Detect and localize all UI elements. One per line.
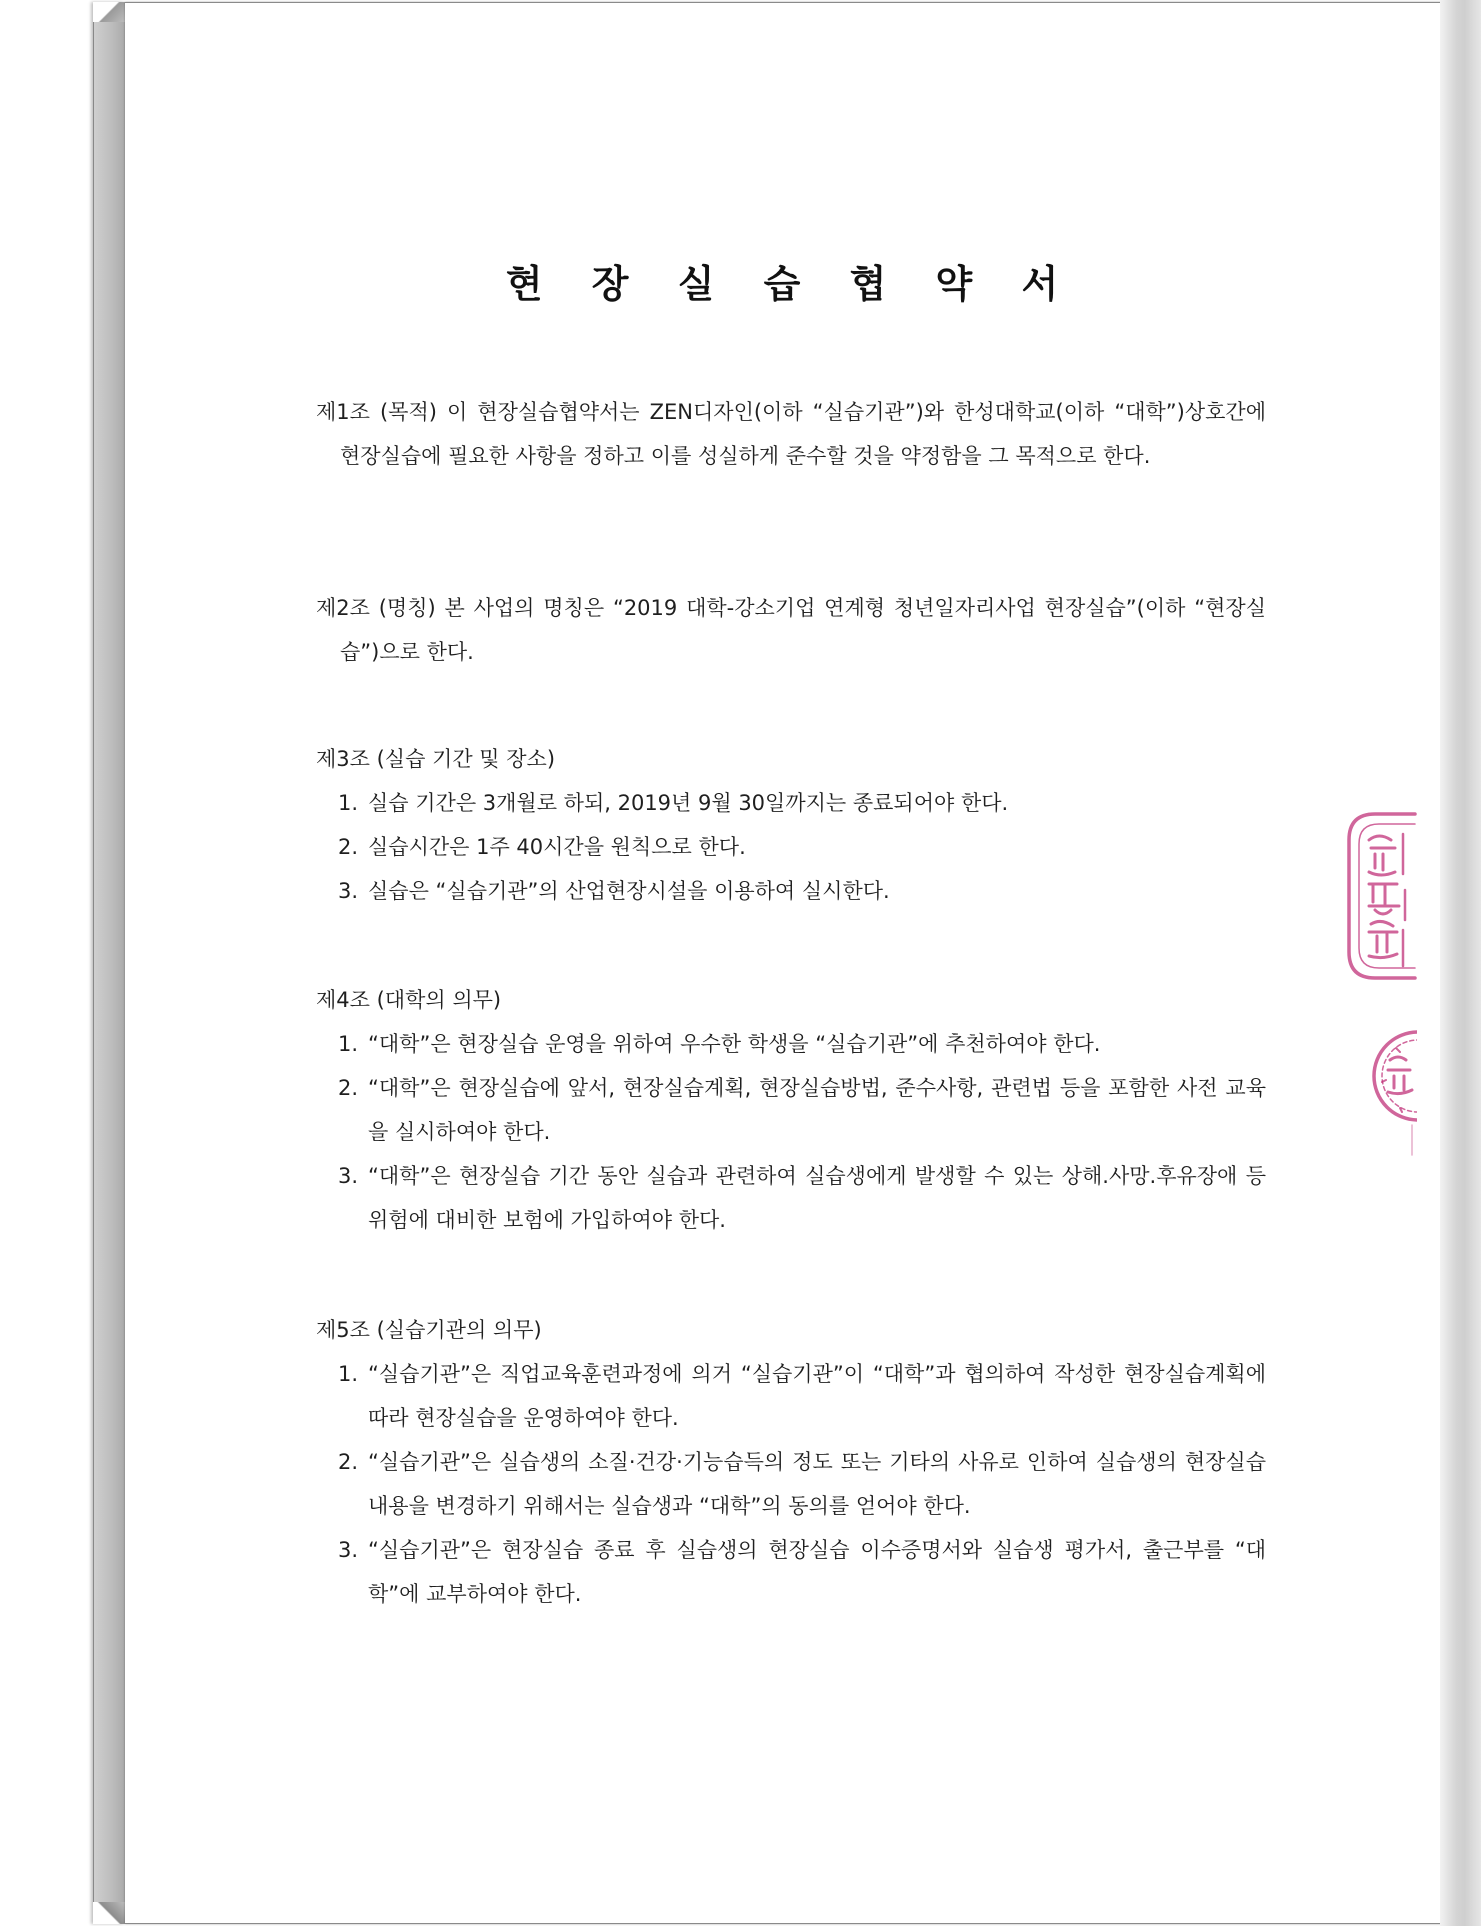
seal-stamp-icon (1345, 810, 1417, 982)
article-2 (316, 586, 1266, 674)
round-seal-stamp-icon (1360, 1030, 1417, 1160)
item-text: “대학”은 현장실습 기간 동안 실습과 관련하여 실습생에게 발생할 수 있는 상해.사망.후유장애 등 위험에 대비한 보험에 가입하여야 한다. (368, 1164, 1266, 1232)
article-5 (316, 1308, 1266, 1616)
item-text: 실습시간은 1주 40시간을 원칙으로 한다. (368, 835, 746, 859)
article-5-item-3 (316, 1528, 1266, 1616)
article-4-item-3 (316, 1154, 1266, 1242)
item-text: 실습은 “실습기관”의 산업현장시설을 이용하여 실시한다. (368, 879, 890, 903)
item-number: 3. (338, 879, 359, 903)
item-number: 3. (338, 1164, 359, 1188)
item-text: “대학”은 현장실습 운영을 위하여 우수한 학생을 “실습기관”에 추천하여야 한다. (368, 1032, 1101, 1056)
item-number: 1. (338, 791, 359, 815)
article-5-item-1 (316, 1352, 1266, 1440)
article-4-item-1 (316, 1022, 1266, 1066)
article-3-item-3 (316, 869, 1266, 913)
article-5-heading: 제5조 (실습기관의 의무) (316, 1318, 542, 1342)
article-1 (316, 390, 1266, 478)
article-3-item-2 (316, 825, 1266, 869)
item-number: 2. (338, 835, 359, 859)
item-number: 3. (338, 1538, 359, 1562)
item-text: “실습기관”은 실습생의 소질·건강·기능습득의 정도 또는 기타의 사유로 인하여 실습생의 현장실습내용을 변경하기 위해서는 실습생과 “대학”의 동의를 얻어야 한다. (368, 1450, 1266, 1518)
article-4 (316, 978, 1266, 1242)
item-text: “실습기관”은 직업교육훈련과정에 의거 “실습기관”이 “대학”과 협의하여 작성한 현장실습계획에 따라 현장실습을 운영하여야 한다. (368, 1362, 1266, 1430)
page-corner-fold-bottom (93, 1902, 125, 1924)
article-5-item-2 (316, 1440, 1266, 1528)
article-1-text: 제1조 (목적) 이 현장실습협약서는 ZEN디자인(이하 “실습기관”)와 한성대학교(이하 “대학”)상호간에 현장실습에 필요한 사항을 정하고 이를 성실하게 준수할 것을 약정함을 그 목적으로 한다. (316, 400, 1266, 468)
item-number: 1. (338, 1032, 359, 1056)
item-text: “실습기관”은 현장실습 종료 후 실습생의 현장실습 이수증명서와 실습생 평가서, 출근부를 “대학”에 교부하여야 한다. (368, 1538, 1266, 1606)
item-text: 실습 기간은 3개월로 하되, 2019년 9월 30일까지는 종료되어야 한다. (368, 791, 1009, 815)
page-corner-fold-top (93, 2, 125, 22)
item-number: 1. (338, 1362, 359, 1386)
article-4-heading: 제4조 (대학의 의무) (316, 988, 502, 1012)
item-number: 2. (338, 1076, 359, 1100)
article-2-text: 제2조 (명칭) 본 사업의 명칭은 “2019 대학-강소기업 연계형 청년일자리사업 현장실습”(이하 “현장실습”)으로 한다. (316, 596, 1266, 664)
item-number: 2. (338, 1450, 359, 1474)
item-text: “대학”은 현장실습에 앞서, 현장실습계획, 현장실습방법, 준수사항, 관련법 등을 포함한 사전 교육을 실시하여야 한다. (368, 1076, 1266, 1144)
document-title: 현 장 실 습 협 약 서 (505, 262, 1077, 306)
page-stack-edge (93, 2, 126, 1924)
article-4-item-2 (316, 1066, 1266, 1154)
article-3-heading: 제3조 (실습 기간 및 장소) (316, 747, 556, 771)
article-3 (316, 737, 1266, 913)
article-3-item-1 (316, 781, 1266, 825)
